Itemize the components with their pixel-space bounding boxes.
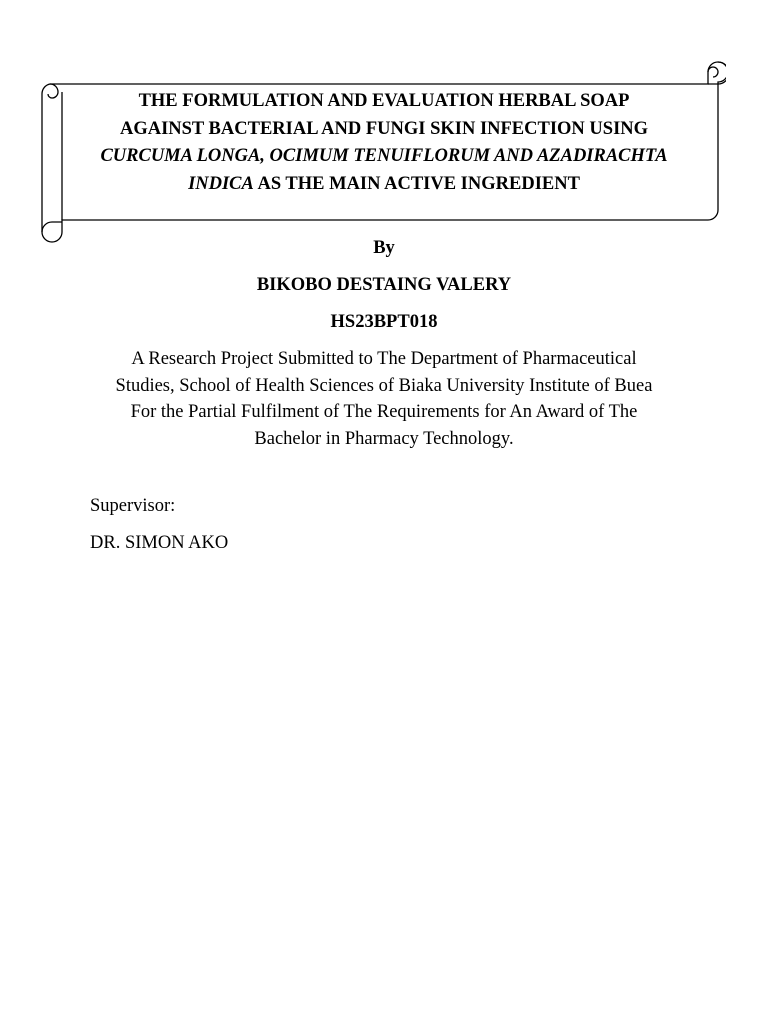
submission-statement xyxy=(84,346,684,452)
title-line-4 xyxy=(68,171,700,199)
author-name: BIKOBO DESTAING VALERY xyxy=(256,275,512,295)
document-title xyxy=(68,88,700,198)
title-line-1: THE FORMULATION AND EVALUATION HERBAL SOAP xyxy=(138,91,630,111)
title-line-3: CURCUMA LONGA, OCIMUM TENUIFLORUM AND AZADIRACHTA xyxy=(100,146,668,166)
registration-number: HS23BPT018 xyxy=(330,312,438,332)
statement-line-1: A Research Project Submitted to The Department of Pharmaceutical xyxy=(131,349,637,369)
statement-line-2: Studies, School of Health Sciences of Biaka University Institute of Buea xyxy=(115,375,653,396)
title-line-2: AGAINST BACTERIAL AND FUNGI SKIN INFECTION USING xyxy=(119,118,649,139)
by-label: By xyxy=(373,238,395,258)
statement-line-3: For the Partial Fulfilment of The Requirements for An Award of The xyxy=(130,402,638,422)
title-line-4-italic: INDICA xyxy=(188,173,254,194)
supervisor-label: Supervisor: xyxy=(90,496,176,516)
supervisor-name: DR. SIMON AKO xyxy=(90,533,229,553)
statement-line-4: Bachelor in Pharmacy Technology. xyxy=(254,428,514,449)
title-line-4-rest: AS THE MAIN ACTIVE INGREDIENT xyxy=(253,173,580,194)
